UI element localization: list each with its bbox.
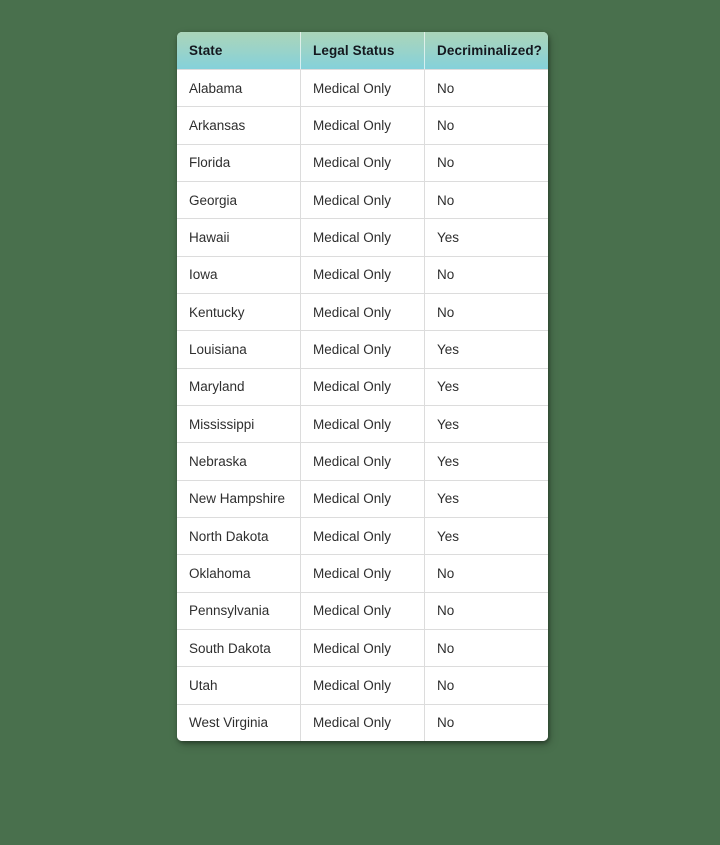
cell-legal-status: Medical Only	[300, 257, 424, 293]
table-row	[177, 330, 548, 367]
cell-state: Pennsylvania	[189, 603, 270, 619]
cell-decriminalized: No	[424, 667, 548, 703]
cell-decriminalized: No	[424, 257, 548, 293]
table-row	[177, 106, 548, 143]
column-header-decriminalized: Decriminalized?	[424, 32, 548, 69]
cell-legal-status: Medical Only	[300, 182, 424, 218]
cell-legal-status: Medical Only	[300, 593, 424, 629]
cell-legal-status: Medical Only	[300, 443, 424, 479]
table-row	[177, 442, 548, 479]
cell-decriminalized: No	[424, 705, 548, 741]
cell-state: Utah	[189, 677, 218, 693]
cell-decriminalized: Yes	[424, 481, 548, 517]
table-row	[177, 144, 548, 181]
cell-state: South Dakota	[189, 640, 271, 656]
cell-legal-status: Medical Only	[300, 294, 424, 330]
cell-legal-status: Medical Only	[300, 555, 424, 591]
cell-state: Florida	[189, 155, 231, 171]
cell-state: Alabama	[189, 80, 243, 96]
cell-decriminalized: No	[424, 70, 548, 106]
cell-state: Hawaii	[189, 229, 230, 245]
cell-state: Georgia	[189, 192, 238, 208]
cell-state: New Hampshire	[189, 491, 286, 507]
table-header-row	[177, 32, 548, 69]
cell-decriminalized: No	[424, 145, 548, 181]
cell-decriminalized: Yes	[424, 406, 548, 442]
cell-state: Nebraska	[189, 453, 247, 469]
table-row	[177, 368, 548, 405]
state-legal-status-table	[177, 32, 548, 741]
table-row	[177, 405, 548, 442]
table-row	[177, 704, 548, 741]
cell-legal-status: Medical Only	[300, 70, 424, 106]
cell-state: Oklahoma	[189, 565, 251, 581]
cell-decriminalized: Yes	[424, 369, 548, 405]
table-row	[177, 181, 548, 218]
table-row	[177, 293, 548, 330]
cell-legal-status: Medical Only	[300, 630, 424, 666]
cell-state: Kentucky	[189, 304, 245, 320]
cell-state: Mississippi	[189, 416, 255, 432]
cell-legal-status: Medical Only	[300, 145, 424, 181]
cell-legal-status: Medical Only	[300, 705, 424, 741]
table-row	[177, 256, 548, 293]
cell-decriminalized: No	[424, 593, 548, 629]
cell-state: Louisiana	[189, 341, 247, 357]
table-row	[177, 629, 548, 666]
cell-decriminalized: Yes	[424, 443, 548, 479]
cell-state: Arkansas	[189, 117, 246, 133]
column-header-legal-status: Legal Status	[300, 32, 424, 69]
cell-decriminalized: No	[424, 107, 548, 143]
cell-state: Maryland	[189, 379, 245, 395]
cell-decriminalized: Yes	[424, 331, 548, 367]
table-row	[177, 69, 548, 106]
cell-decriminalized: No	[424, 182, 548, 218]
cell-decriminalized: No	[424, 630, 548, 666]
table-row	[177, 592, 548, 629]
cell-decriminalized: No	[424, 555, 548, 591]
cell-legal-status: Medical Only	[300, 219, 424, 255]
table-row	[177, 666, 548, 703]
cell-legal-status: Medical Only	[300, 107, 424, 143]
table-row	[177, 517, 548, 554]
table-row	[177, 218, 548, 255]
cell-state: Iowa	[189, 267, 218, 283]
cell-state: West Virginia	[189, 715, 269, 731]
cell-legal-status: Medical Only	[300, 369, 424, 405]
cell-legal-status: Medical Only	[300, 406, 424, 442]
cell-legal-status: Medical Only	[300, 667, 424, 703]
cell-legal-status: Medical Only	[300, 481, 424, 517]
cell-legal-status: Medical Only	[300, 331, 424, 367]
cell-decriminalized: Yes	[424, 518, 548, 554]
table-row	[177, 480, 548, 517]
cell-legal-status: Medical Only	[300, 518, 424, 554]
table-row	[177, 554, 548, 591]
cell-decriminalized: No	[424, 294, 548, 330]
column-header-state: State	[189, 43, 223, 58]
cell-decriminalized: Yes	[424, 219, 548, 255]
table-body	[177, 69, 548, 741]
cell-state: North Dakota	[189, 528, 269, 544]
